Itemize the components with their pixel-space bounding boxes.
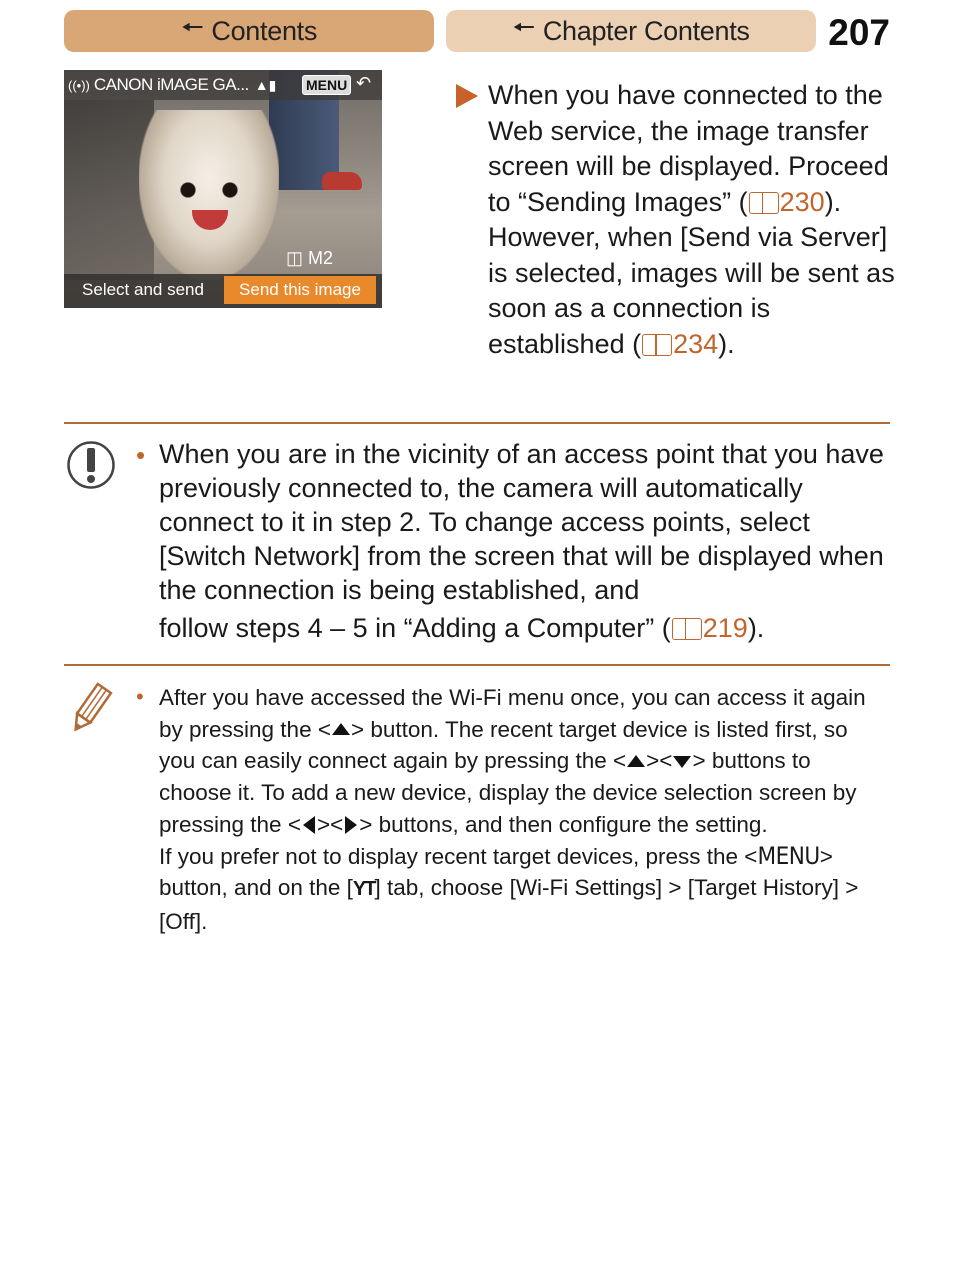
pencil-icon: [66, 682, 114, 736]
shoe: [322, 172, 362, 190]
note-text-1: After you have accessed the Wi-Fi menu once, you can access it again by pressing the <: [159, 685, 866, 742]
chapter-contents-button[interactable]: [446, 10, 816, 52]
note-text-3: ><: [646, 748, 673, 774]
note-text-2: > button. The recent target device is listed first, so you can easily connect again by pressing the <: [159, 716, 848, 774]
note-text-4: > buttons to choose it. To add a new device, display the device selection screen by pressing the <: [159, 748, 857, 837]
send-this-image-option: Send this image: [224, 276, 376, 304]
right-button-icon: [345, 816, 357, 834]
camera-menu-button: MENU: [302, 75, 351, 95]
page-ref-number: 234: [673, 328, 719, 359]
contents-button[interactable]: [64, 10, 434, 52]
page-ref-number: 219: [702, 613, 748, 643]
divider: [64, 664, 890, 666]
settings-tab-icon: ΥΤ: [352, 878, 375, 901]
note-text-6: > buttons, and then configure the setting.: [359, 811, 768, 837]
step-block: [456, 78, 896, 362]
page-number: 207: [828, 12, 890, 53]
image-size-icon: ◫: [286, 248, 304, 268]
camera-mode-label: [286, 248, 333, 269]
camera-screen-image: [64, 70, 382, 308]
chapter-contents-label: Chapter Contents: [542, 15, 750, 46]
caution-icon: [66, 440, 116, 490]
page-ref-230-link[interactable]: [748, 187, 825, 217]
caution-text-last-line: [159, 611, 894, 645]
camera-device-title: CANON iMAGE GA...: [93, 75, 249, 94]
bullet: •: [136, 684, 144, 709]
note-text: [159, 682, 889, 938]
signal-icon: ▲▮: [254, 76, 277, 93]
down-button-icon: [673, 756, 691, 768]
book-icon: [749, 192, 779, 214]
page-ref-219-link[interactable]: [671, 613, 748, 643]
mode-text: M2: [308, 248, 334, 268]
dog-eyes: [174, 175, 244, 205]
caution-text-part1: When you are in the vicinity of an access point that you have previously connected to, the camera will automatically connect to it in step 2. To change access points, select [Switch Network] from the screen that will be displayed when the connection is being established, and: [159, 439, 884, 605]
divider: [64, 422, 890, 424]
page-ref-234-link[interactable]: [641, 329, 718, 359]
step-text: [488, 78, 896, 362]
caution-text-part3: ).: [747, 613, 765, 643]
contents-label: Contents: [211, 15, 318, 46]
note-text-8: > button, and on the [: [159, 843, 833, 901]
left-button-icon: [303, 816, 315, 834]
left-arrow-icon: 🠔: [180, 12, 204, 42]
step-text-part1: When you have connected to the Web service, the image transfer screen will be displayed. Proceed to “Sending Images” (: [488, 80, 889, 217]
book-icon: [672, 618, 702, 640]
step-arrow-icon: [456, 84, 478, 108]
note-text-5: ><: [316, 811, 344, 837]
step-text-part2: ). However, when [Send via Server] is selected, images will be sent as soon as a connection is established (: [488, 186, 895, 359]
menu-button-label: MENU: [757, 841, 820, 870]
note-text-7: If you prefer not to display recent target devices, press the <: [159, 843, 758, 869]
caution-text: [159, 437, 894, 645]
page-ref-number: 230: [779, 186, 825, 217]
wifi-icon: ((•)): [68, 77, 90, 93]
select-and-send-option: Select and send: [82, 280, 204, 299]
note-text-9: ] tab, choose [Wi-Fi Settings] > [Target History] > [Off].: [159, 875, 859, 934]
back-icon: ↶: [356, 73, 372, 93]
left-arrow-icon: 🠔: [512, 12, 535, 42]
step-text-part3: ).: [718, 328, 735, 359]
up-button-icon: [627, 755, 645, 767]
bullet: •: [136, 440, 146, 470]
caution-text-part2: follow steps 4 – 5 in “Adding a Computer” (: [159, 613, 671, 643]
up-button-icon: [332, 723, 350, 735]
book-icon: [642, 334, 672, 356]
